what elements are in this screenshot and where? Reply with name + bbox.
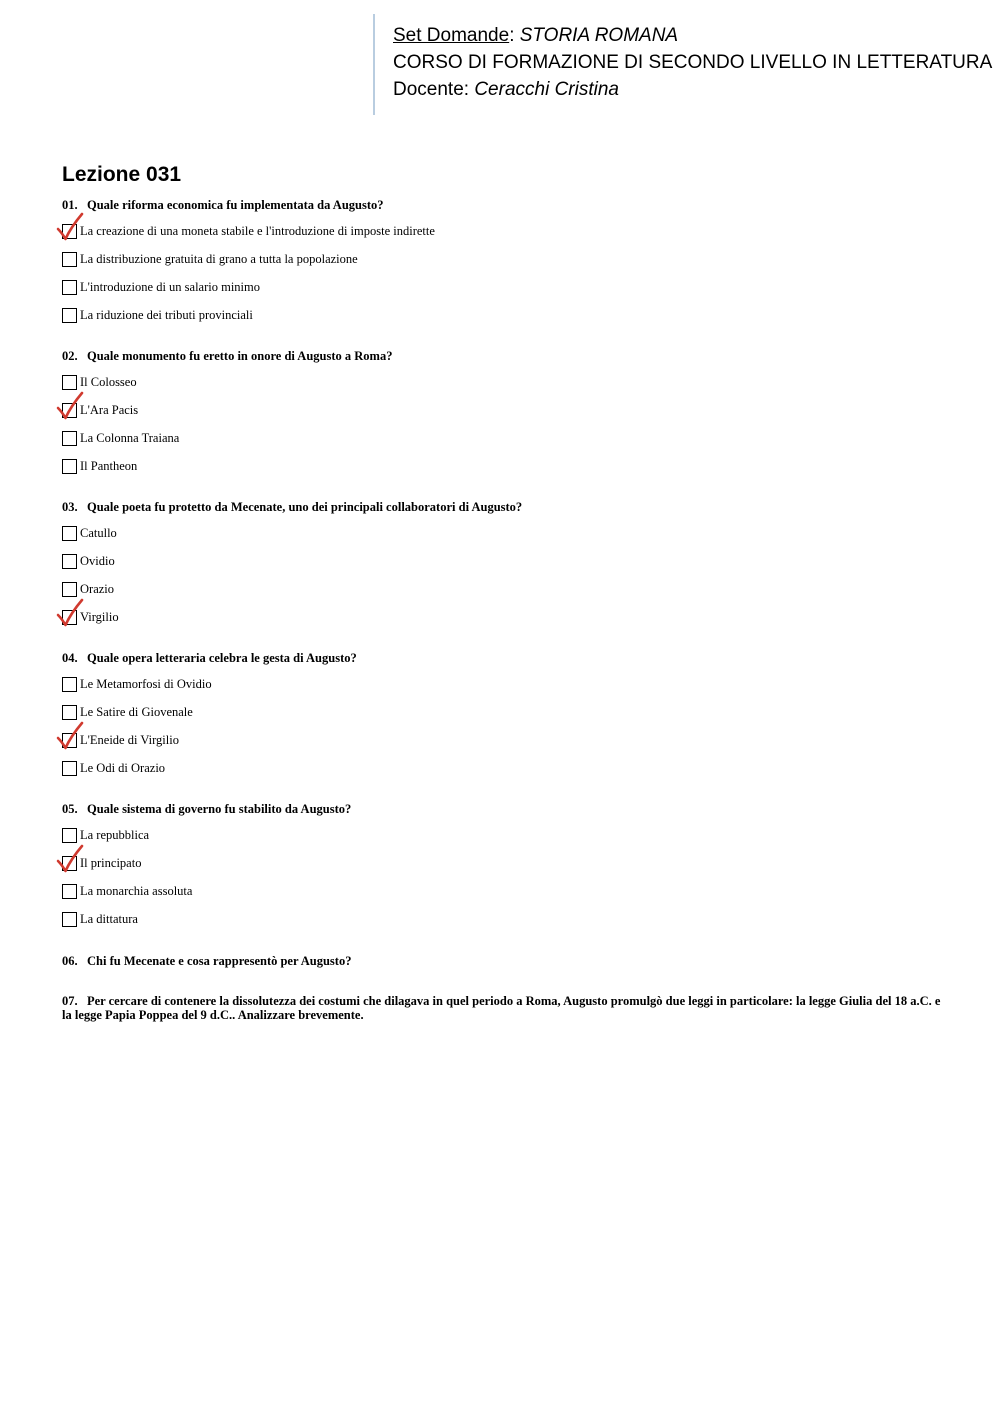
question-text: Per cercare di contenere la dissolutezza dei costumi che dilagava in quel periodo a Roma, Augusto promulgò due leggi in particolare: la legge Giulia del 18 a.C. e la legge Papia Poppea del 9 d.C.. Analizzare brevemente. [62,994,941,1022]
set-separator: : [509,25,520,46]
answer-option[interactable] [62,609,119,625]
answer-option[interactable] [62,732,179,748]
question-number: 02. [62,349,78,363]
answer-checkbox[interactable] [62,610,77,625]
answer-label: Catullo [80,525,117,540]
answer-option[interactable] [62,760,165,776]
question-number: 07. [62,994,78,1008]
answer-option[interactable] [62,374,137,390]
answer-checkbox[interactable] [62,705,77,720]
answer-option[interactable] [62,223,435,239]
question-number: 05. [62,802,78,816]
answer-label: Virgilio [80,609,119,624]
answer-label: La repubblica [80,827,150,842]
answer-checkbox[interactable] [62,403,77,418]
answer-checkbox[interactable] [62,431,77,446]
question-02-title [62,349,392,363]
question-text: Quale opera letteraria celebra le gesta di Augusto? [87,651,357,665]
answer-checkbox[interactable] [62,459,77,474]
question-04-title [62,651,357,665]
answer-checkbox[interactable] [62,308,77,323]
answer-checkbox[interactable] [62,224,77,239]
answer-label: La Colonna Traiana [80,430,180,445]
question-text: Quale riforma economica fu implementata da Augusto? [87,198,384,212]
lesson-title: Lezione 031 [62,163,182,186]
checkmark-icon [57,722,83,750]
question-07-title [62,994,942,1022]
answer-option[interactable] [62,676,212,692]
answer-checkbox[interactable] [62,828,77,843]
answer-option[interactable] [62,458,137,474]
checkmark-icon [57,213,83,241]
answer-option[interactable] [62,883,192,899]
question-number: 06. [62,954,78,968]
answer-label: La dittatura [80,911,138,926]
answer-checkbox[interactable] [62,884,77,899]
answer-checkbox[interactable] [62,912,77,927]
question-set-line [393,22,992,49]
answer-label: L'Ara Pacis [80,402,139,417]
answer-label: La distribuzione gratuita di grano a tutta la popolazione [80,251,358,266]
answer-label: Il Pantheon [80,458,138,473]
answer-option[interactable] [62,525,117,541]
answer-label: La monarchia assoluta [80,883,193,898]
question-03-title [62,500,522,514]
answer-checkbox[interactable] [62,554,77,569]
question-06-title [62,954,351,968]
set-value: STORIA ROMANA [519,25,679,46]
course-line: CORSO DI FORMAZIONE DI SECONDO LIVELLO IN LETTERATURA [393,52,993,73]
answer-label: Orazio [80,581,115,596]
answer-label: L'introduzione di un salario minimo [80,279,260,294]
answer-label: Ovidio [80,553,115,568]
question-text: Quale sistema di governo fu stabilito da Augusto? [87,802,352,816]
question-text: Chi fu Mecenate e cosa rappresentò per Augusto? [87,954,352,968]
answer-checkbox[interactable] [62,252,77,267]
answer-checkbox[interactable] [62,677,77,692]
question-number: 01. [62,198,78,212]
answer-label: Le Odi di Orazio [80,760,166,775]
teacher-label: Docente: [393,79,475,100]
answer-option[interactable] [62,279,260,295]
answer-option[interactable] [62,581,114,597]
answer-checkbox[interactable] [62,280,77,295]
answer-checkbox[interactable] [62,526,77,541]
answer-label: La creazione di una moneta stabile e l'introduzione di imposte indirette [80,223,435,238]
question-number: 04. [62,651,78,665]
header-divider [373,14,375,115]
answer-option[interactable] [62,855,141,871]
answer-label: Il principato [80,855,142,870]
answer-option[interactable] [62,402,138,418]
answer-label: Le Satire di Giovenale [80,704,193,719]
question-text: Quale poeta fu protetto da Mecenate, uno dei principali collaboratori di Augusto? [87,500,523,514]
question-number: 03. [62,500,78,514]
answer-checkbox[interactable] [62,733,77,748]
checkmark-icon [57,845,83,873]
answer-option[interactable] [62,704,193,720]
answer-option[interactable] [62,827,149,843]
answer-label: Il Colosseo [80,374,137,389]
answer-option[interactable] [62,430,179,446]
answer-checkbox[interactable] [62,856,77,871]
answer-option[interactable] [62,307,253,323]
document-header [393,22,992,103]
answer-option[interactable] [62,553,115,569]
answer-label: La riduzione dei tributi provinciali [80,307,253,322]
answer-option[interactable] [62,251,358,267]
checkmark-icon [57,392,83,420]
question-05-title [62,802,351,816]
teacher-line [393,76,992,103]
answer-checkbox[interactable] [62,761,77,776]
answer-label: Le Metamorfosi di Ovidio [80,676,212,691]
question-01-title [62,198,384,212]
set-label: Set Domande [393,25,510,46]
teacher-name: Ceracchi Cristina [474,79,619,100]
checkmark-icon [57,599,83,627]
answer-label: L'Eneide di Virgilio [80,732,179,747]
answer-checkbox[interactable] [62,375,77,390]
answer-option[interactable] [62,911,138,927]
question-text: Quale monumento fu eretto in onore di Augusto a Roma? [87,349,393,363]
answer-checkbox[interactable] [62,582,77,597]
